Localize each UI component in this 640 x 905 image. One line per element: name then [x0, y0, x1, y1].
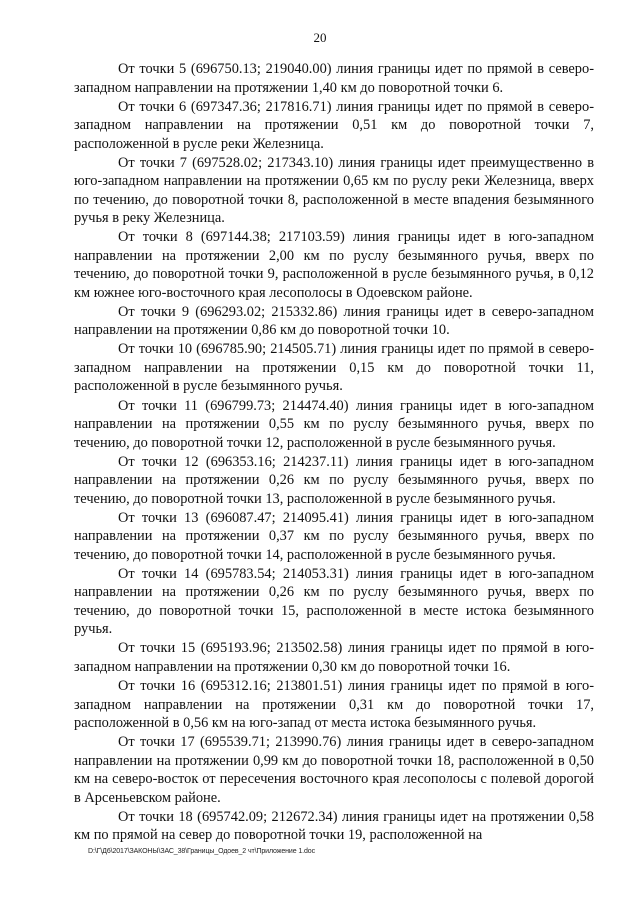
paragraph-point-7: От точки 7 (697528.02; 217343.10) линия границы идет преимущественно в юго-западном направлении на протяжении 0,65 км по руслу реки Железница, вверх по течению, до поворотной точки 8, расположенной в месте впадения безымянного ручья в реку Железница.: [74, 154, 594, 227]
paragraph-point-14: От точки 14 (695783.54; 214053.31) линия границы идет в юго-западном направлении на протяжении 0,26 км по руслу безымянного ручья, вверх по течению, до поворотной точки 15, расположенной в месте истока безымянного ручья.: [74, 565, 594, 638]
paragraph-point-8: От точки 8 (697144.38; 217103.59) линия границы идет в юго-западном направлении на протяжении 2,00 км по руслу безымянного ручья, вверх по течению, до поворотной точки 9, расположенной в русле безымянного ручья, в 0,12 км южнее юго-восточного края лесополосы в Одоевском районе.: [74, 229, 594, 301]
document-body: [74, 60, 594, 845]
paragraph-point-15: От точки 15 (695193.96; 213502.58) линия границы идет по прямой в юго-западном направлении на протяжении 0,30 км до поворотной точки 16.: [74, 640, 594, 675]
paragraph-point-12: От точки 12 (696353.16; 214237.11) линия границы идет в юго-западном направлении на протяжении 0,26 км по руслу безымянного ручья, вверх по течению, до поворотной точки 13, расположенной в русле безымянного ручья.: [74, 453, 594, 507]
page-number: 20: [313, 30, 327, 45]
footer-file-path: D:\Г\Д6\2017\ЗАКОНЫ\ЗАС_38\Границы_Одоев_2 чт\Приложение 1.doc: [88, 848, 315, 855]
paragraph-point-10: От точки 10 (696785.90; 214505.71) линия границы идет по прямой в северо-западном направлении на протяжении 0,15 км до поворотной точки 11, расположенной в русле безымянного ручья.: [74, 341, 594, 395]
paragraph-point-17: От точки 17 (695539.71; 213990.76) линия границы идет в северо-западном направлении на протяжении 0,99 км до поворотной точки 18, расположенной в 0,50 км на северо-восток от пересечения восточного края лесополосы с полевой дорогой в Арсеньевском районе.: [74, 734, 594, 806]
paragraph-point-18: От точки 18 (695742.09; 212672.34) линия границы идет на протяжении 0,58 км по прямой на север до поворотной точки 19, расположенной на: [74, 808, 594, 844]
paragraph-point-9: От точки 9 (696293.02; 215332.86) линия границы идет в северо-западном направлении на протяжении 0,86 км до поворотной точки 10.: [74, 303, 594, 339]
paragraph-point-16: От точки 16 (695312.16; 213801.51) линия границы идет по прямой в юго-западном направлении на протяжении 0,31 км до поворотной точки 17, расположенной в 0,56 км на юго-запад от места истока безымянного ручья.: [74, 678, 594, 732]
paragraph-point-5: От точки 5 (696750.13; 219040.00) линия границы идет по прямой в северо-западном направлении на протяжении 1,40 км до поворотной точки 6.: [74, 61, 594, 96]
paragraph-point-6: От точки 6 (697347.36; 217816.71) линия границы идет по прямой в северо-западном направлении на протяжении 0,51 км до поворотной точки 7, расположенной в русле реки Железница.: [74, 98, 594, 152]
paragraph-point-11: От точки 11 (696799.73; 214474.40) линия границы идет в юго-западном направлении на протяжении 0,55 км по руслу безымянного ручья, вверх по течению, до поворотной точки 12, расположенной в русле безымянного ручья.: [74, 397, 594, 451]
paragraph-point-13: От точки 13 (696087.47; 214095.41) линия границы идет в юго-западном направлении на протяжении 0,37 км по руслу безымянного ручья, вверх по течению, до поворотной точки 14, расположенной в русле безымянного ручья.: [74, 509, 594, 563]
